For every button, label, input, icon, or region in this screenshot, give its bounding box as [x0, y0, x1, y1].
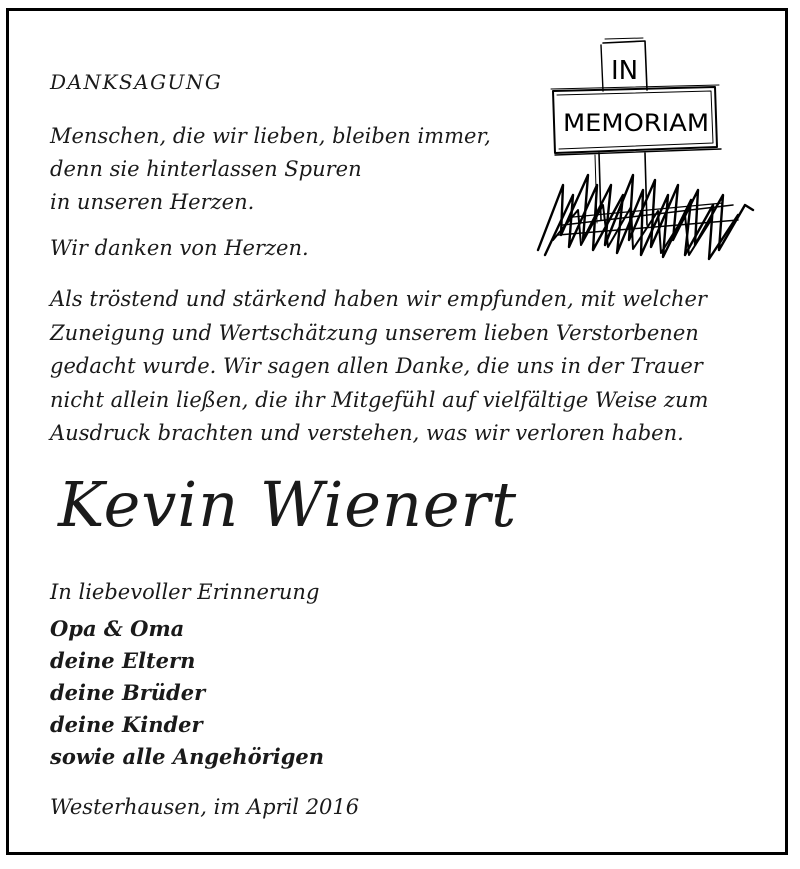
- family-member: deine Eltern: [50, 648, 196, 673]
- body-line: Zuneigung und Wertschätzung unserem lieben Verstorbenen: [50, 320, 699, 345]
- family-list: [50, 613, 324, 773]
- memorial-cross-drawing: [533, 35, 758, 270]
- body-line: nicht allein ließen, die ihr Mitgefühl auf vielfältige Weise zum: [50, 387, 709, 412]
- poem-line: denn sie hinterlassen Spuren: [50, 157, 362, 181]
- body-text: [50, 283, 770, 451]
- memorial-cross-icon: [533, 35, 758, 270]
- family-member: deine Kinder: [50, 712, 203, 737]
- poem-line: in unseren Herzen.: [50, 190, 255, 214]
- poem: [50, 120, 530, 219]
- thanks-line: Wir danken von Herzen.: [50, 236, 309, 260]
- place-date: Westerhausen, im April 2016: [50, 795, 360, 819]
- body-line: Als tröstend und stärkend haben wir empfunden, mit welcher: [50, 287, 707, 311]
- family-member: deine Brüder: [50, 680, 206, 705]
- body-line: Ausdruck brachten und verstehen, was wir verloren haben.: [50, 421, 684, 445]
- deceased-name: Kevin Wienert: [58, 468, 518, 541]
- family-member: Opa & Oma: [50, 616, 185, 641]
- body-line: gedacht wurde. Wir sagen allen Danke, die uns in der Trauer: [50, 354, 703, 378]
- poem-line: Menschen, die wir lieben, bleiben immer,: [50, 124, 491, 148]
- emblem-text-top: IN: [611, 56, 639, 86]
- memory-intro: In liebevoller Erinnerung: [50, 580, 320, 604]
- family-member: sowie alle Angehörigen: [50, 744, 325, 769]
- notice-heading: DANKSAGUNG: [50, 70, 223, 94]
- emblem-text-bottom: MEMORIAM: [563, 109, 709, 137]
